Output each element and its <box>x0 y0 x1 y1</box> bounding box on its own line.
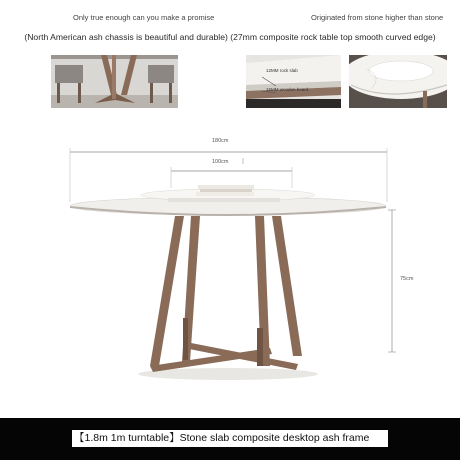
banner-title: 【1.8m 1m turntable】Stone slab composite desktop ash frame <box>72 430 388 447</box>
thumbnail-table-base[interactable] <box>51 55 178 108</box>
top-layer-label: 12MM rock slab <box>266 68 298 73</box>
table-drawing <box>0 118 460 408</box>
layer-detail-image <box>246 55 341 108</box>
turntable-label: 100cm <box>212 159 229 165</box>
product-banner <box>0 418 460 460</box>
table-base-image <box>51 55 178 108</box>
edge-closeup-image <box>349 55 447 108</box>
left-tagline: Only true enough can you make a promise <box>73 13 215 22</box>
bottom-layer-label: 15MM wooden board <box>266 87 309 92</box>
product-subtitle: (North American ash chassis is beautiful and durable) (27mm composite rock table top smooth curved edge) <box>24 32 436 42</box>
width-label: 180cm <box>212 138 229 144</box>
thumbnail-edge-closeup[interactable] <box>349 55 447 108</box>
thumbnail-layer-detail[interactable] <box>246 55 341 108</box>
height-label: 75cm <box>400 276 414 282</box>
ash-wood-base <box>150 216 302 372</box>
table-illustration <box>0 118 460 408</box>
right-tagline: Originated from stone higher than stone <box>311 13 444 22</box>
